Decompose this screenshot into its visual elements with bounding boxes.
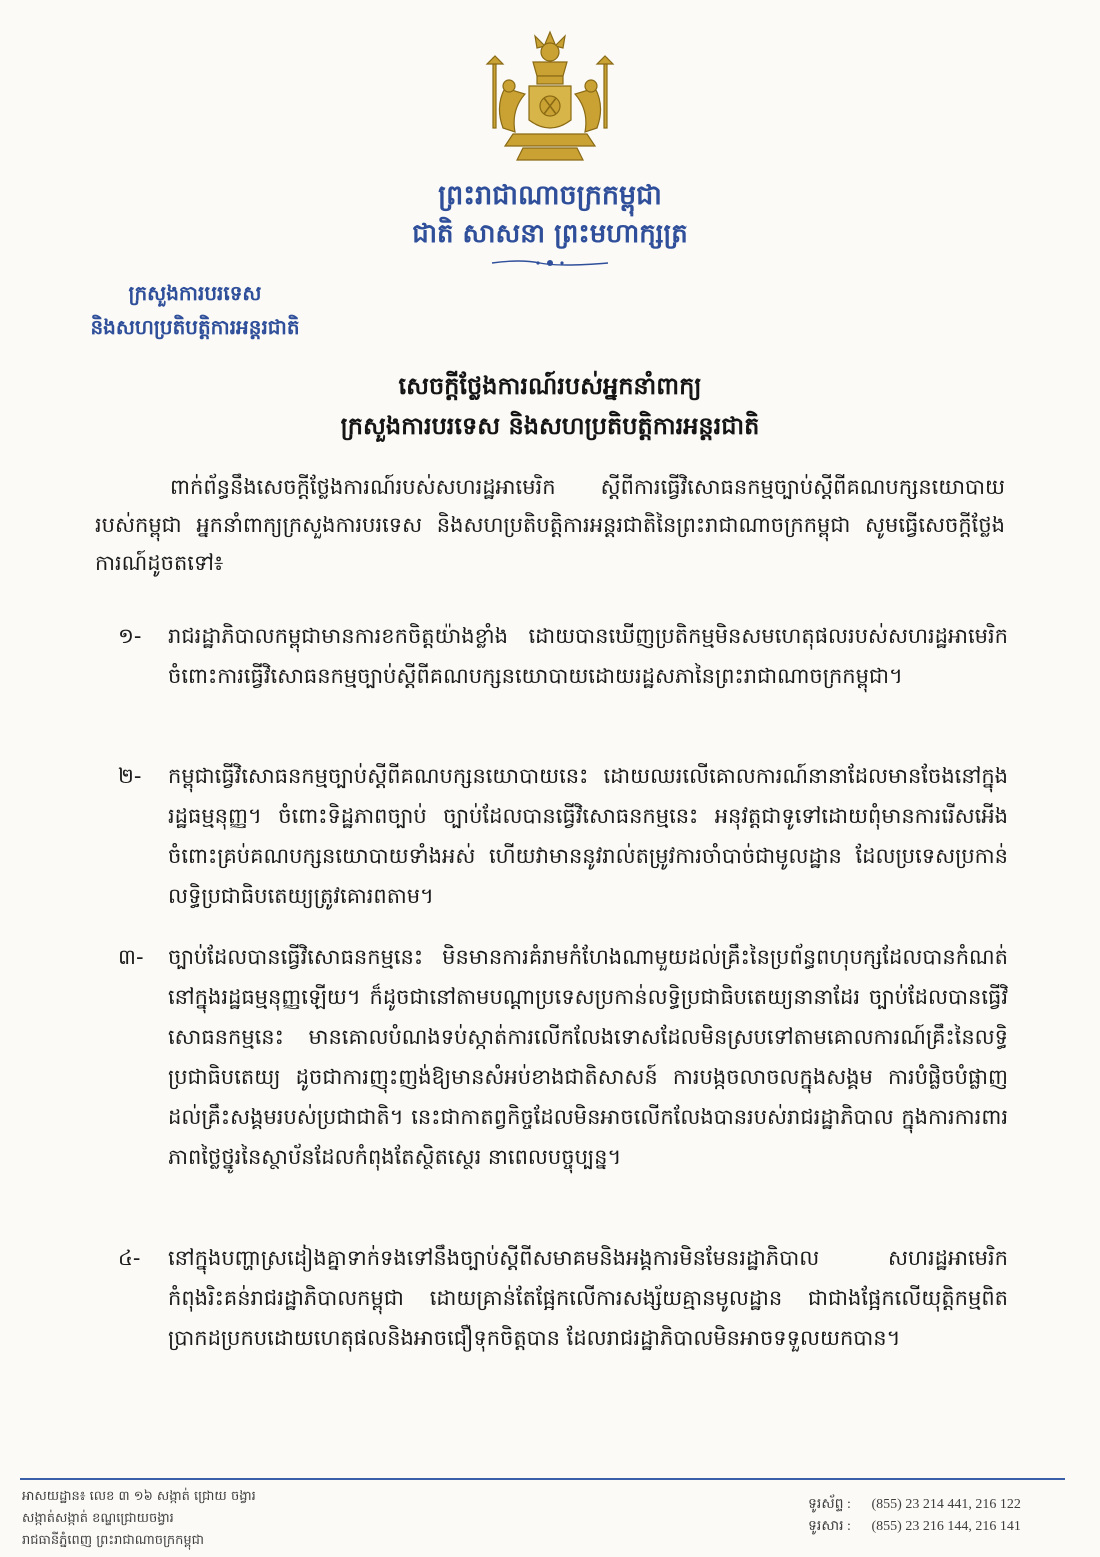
ministry-name-line-2: និងសហប្រតិបត្តិការអន្តរជាតិ bbox=[90, 315, 300, 339]
point-number: ២- bbox=[118, 764, 142, 788]
statement-point-2 bbox=[118, 756, 1008, 916]
point-text: ច្បាប់ដែលបានធ្វើវិសោធនកម្មនេះ មិនមានការគំរាមកំហែងណាមួយដល់គ្រឹះនៃប្រព័ន្ធពហុបក្សដែលបានកំណត់នៅក្នុងរដ្ឋធម្មនុញ្ញឡើយ។ ក៏ដូចជានៅតាមបណ្តាប្រទេសប្រកាន់លទ្ធិប្រជាធិបតេយ្យនានាដែរ ច្បាប់ដែលបានធ្វើវិសោធនកម្មនេះ មានគោលបំណងទប់ស្កាត់ការលើកលែងទោសដែលមិនស្របទៅតាមគោលការណ៍គ្រឹះនៃលទ្ធិប្រជាធិបតេយ្យ ដូចជាការញុះញង់ឱ្យមានសំអប់ខាងជាតិសាសន៍ ការបង្កចលាចលក្នុងសង្គម ការបំផ្លិចបំផ្លាញដល់គ្រឹះសង្គមរបស់ប្រជាជាតិ។ នេះជាកាតព្វកិច្ចដែលមិនអាចលើកលែងបានរបស់រាជរដ្ឋាភិបាល ក្នុងការការពារភាពថ្លៃថ្នូរនៃស្ថាប័នដែលកំពុងតែស្ថិតស្ថេរ នាពេលបច្ចុប្បន្ន។ bbox=[168, 945, 1008, 1169]
point-number: ១- bbox=[118, 624, 142, 648]
address-line-3: រាជធានីភ្នំពេញ ព្រះរាជាណាចក្រកម្ពុជា bbox=[22, 1533, 204, 1548]
phone-row bbox=[808, 1494, 1088, 1516]
point-number: ៤- bbox=[118, 1246, 141, 1270]
royal-coat-of-arms-emblem bbox=[485, 28, 615, 168]
document-title bbox=[150, 366, 950, 446]
decorative-divider-ornament bbox=[490, 257, 610, 269]
statement-point-1 bbox=[118, 616, 1008, 696]
point-text: កម្ពុជាធ្វើវិសោធនកម្មច្បាប់ស្តីពីគណបក្សនយោបាយនេះ ដោយឈរលើគោលការណ៍នានាដែលមានចែងនៅក្នុងរដ្ឋធម្មនុញ្ញ។ ចំពោះទិដ្ឋភាពច្បាប់ ច្បាប់ដែលបានធ្វើវិសោធនកម្មនេះ អនុវត្តជាទូទៅដោយពុំមានការរើសអើងចំពោះគ្រប់គណបក្សនយោបាយទាំងអស់ ហើយវាមាននូវរាល់តម្រូវការចាំបាច់ជាមូលដ្ឋាន ដែលប្រទេសប្រកាន់លទ្ធិប្រជាធិបតេយ្យត្រូវគោរពតាម។ bbox=[168, 764, 1008, 908]
footer-contact bbox=[808, 1494, 1088, 1538]
footer-address bbox=[22, 1486, 642, 1552]
point-text: រាជរដ្ឋាភិបាលកម្ពុជាមានការខកចិត្តយ៉ាងខ្លាំង ដោយបានឃើញប្រតិកម្មមិនសមហេតុផលរបស់សហរដ្ឋអាមេរិក ចំពោះការធ្វើវិសោធនកម្មច្បាប់ស្តីពីគណបក្សនយោបាយដោយរដ្ឋសភានៃព្រះរាជាណាចក្រកម្ពុជា។ bbox=[168, 624, 1008, 688]
fax-number: (855) 23 216 144, 216 141 bbox=[871, 1519, 1021, 1534]
document-title-line-1: សេចក្តីថ្លែងការណ៍របស់អ្នកនាំពាក្យ bbox=[398, 371, 702, 400]
phone-label: ទូរស័ព្ទ : bbox=[808, 1497, 851, 1512]
point-number: ៣- bbox=[118, 945, 144, 969]
point-text: នៅក្នុងបញ្ហាស្រដៀងគ្នាទាក់ទងទៅនឹងច្បាប់ស្តីពីសមាគមនិងអង្គការមិនមែនរដ្ឋាភិបាល សហរដ្ឋអាមេរិកកំពុងរិះគន់រាជរដ្ឋាភិបាលកម្ពុជា ដោយគ្រាន់តែផ្អែកលើការសង្ស័យគ្មានមូលដ្ឋាន ជាជាងផ្អែកលើយុត្តិកម្មពិតប្រាកដប្រកបដោយហេតុផលនិងអាចជឿទុកចិត្តបាន ដែលរាជរដ្ឋាភិបាលមិនអាចទទួលយកបាន។ bbox=[168, 1246, 1008, 1350]
phone-number: (855) 23 214 441, 216 122 bbox=[871, 1497, 1021, 1512]
ministry-name-line-1: ក្រសួងការបរទេស bbox=[128, 281, 262, 305]
statement-point-4 bbox=[118, 1238, 1008, 1358]
fax-row bbox=[808, 1516, 1088, 1538]
national-motto: ជាតិ សាសនា ព្រះមហាក្សត្រ bbox=[412, 219, 688, 249]
fax-label: ទូរសារ : bbox=[808, 1519, 851, 1534]
footer-divider bbox=[20, 1478, 1065, 1480]
ministry-name-block bbox=[50, 276, 340, 344]
address-line-2: សង្កាត់សង្កាត់ ខណ្ឌជ្រោយចង្វារ bbox=[22, 1511, 174, 1526]
document-title-line-2: ក្រសួងការបរទេស និងសហប្រតិបត្តិការអន្តរជាតិ bbox=[340, 411, 760, 440]
kingdom-name-heading: ព្រះរាជាណាចក្រកម្ពុជា bbox=[438, 180, 662, 211]
address-line-1: អាសយដ្ឋាន៖ លេខ ៣ ១៦ សង្កាត់ ជ្រោយ ចង្វារ bbox=[22, 1489, 256, 1504]
intro-paragraph: ពាក់ព័ន្ធនឹងសេចក្តីថ្លែងការណ៍របស់សហរដ្ឋអាមេរិក ស្តីពីការធ្វើវិសោធនកម្មច្បាប់ស្តីពីគណបក្សនយោបាយរបស់កម្ពុជា អ្នកនាំពាក្យក្រសួងការបរទេស និងសហប្រតិបត្តិការអន្តរជាតិនៃព្រះរាជាណាចក្រកម្ពុជា សូមធ្វើសេចក្តីថ្លែងការណ៍ដូចតទៅ៖ bbox=[95, 475, 1005, 575]
statement-point-3 bbox=[118, 937, 1008, 1177]
